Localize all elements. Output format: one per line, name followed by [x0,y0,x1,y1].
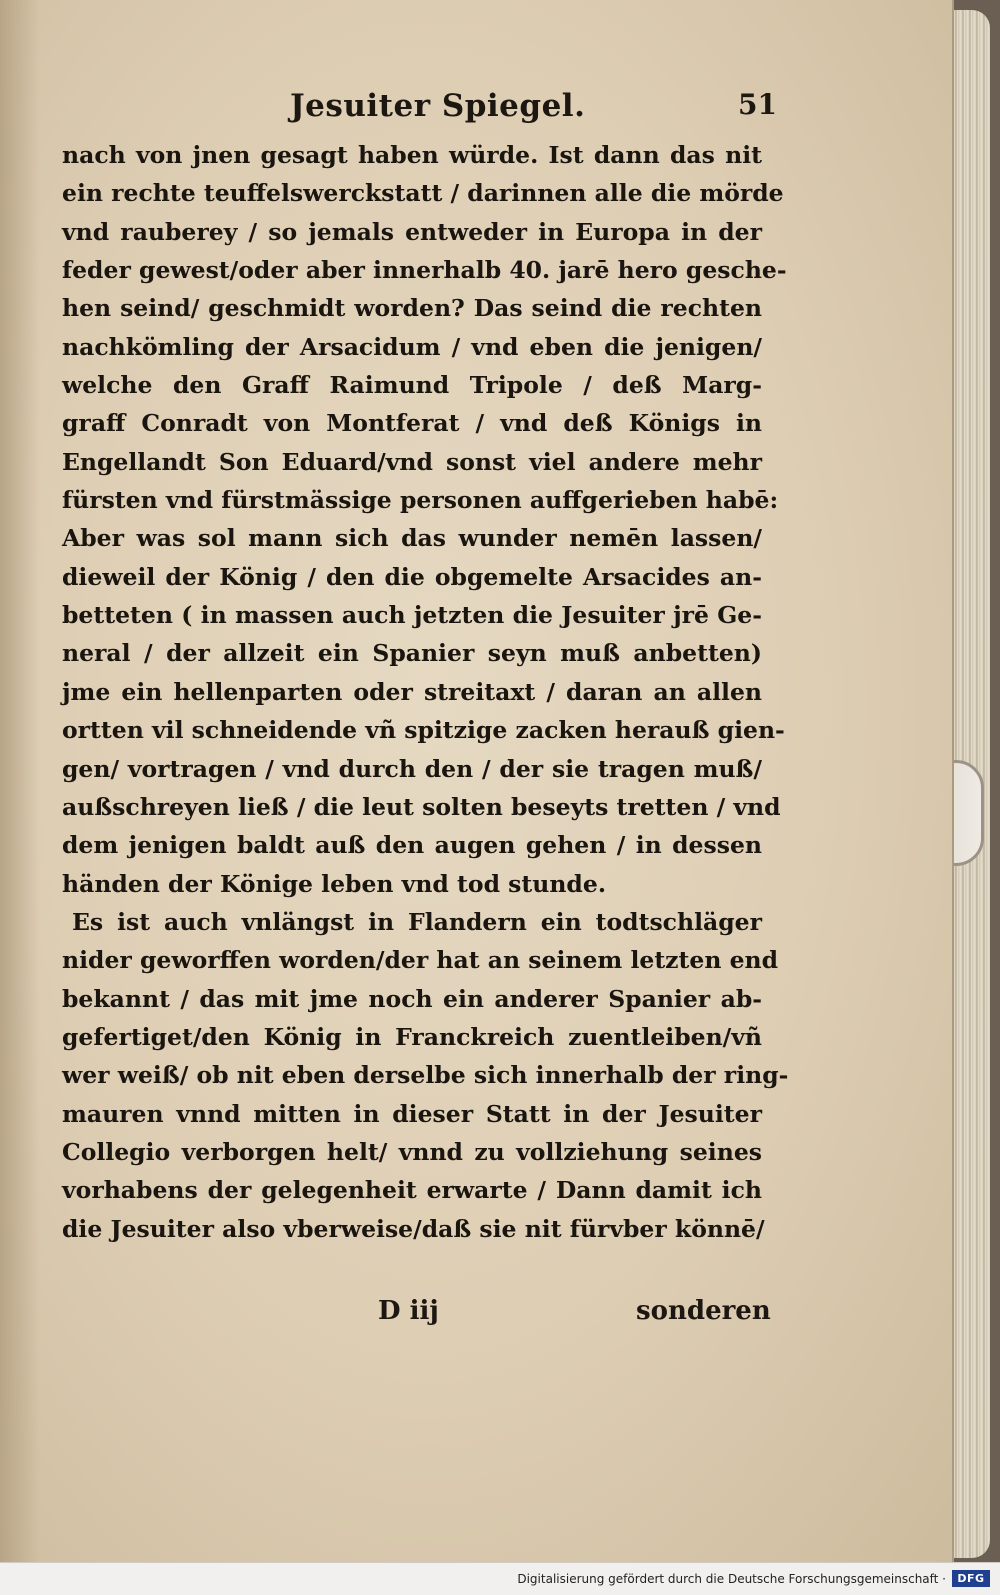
text-line: gefertiget/den König in Franckreich zuentleiben/vñ [62,1022,762,1051]
text-line: nachkömling der Arsacidum / vnd eben die jenigen/ [62,332,762,361]
text-line: Collegio verborgen helt/ vnnd zu vollziehung seines [62,1137,762,1166]
signature-mark: D iij [378,1296,439,1326]
running-title: Jesuiter Spiegel. [290,88,586,124]
funding-credit: Digitalisierung gefördert durch die Deutsche Forschungsgemeinschaft · [517,1572,946,1586]
page-footer [0,1296,952,1340]
text-line: die Jesuiter also vberweise/daß sie nit fürvber könnē/ [62,1214,765,1243]
text-line: betteten ( in massen auch jetzten die Jesuiter jrē Ge- [62,601,762,630]
body-text [62,136,789,1248]
text-line: vnd rauberey / so jemals entweder in Europa in der [62,217,762,246]
text-line: Engellandt Son Eduard/vnd sonst viel andere mehr [62,447,762,476]
text-line: feder gewest/oder aber innerhalb 40. jarē hero gesche- [62,256,787,285]
text-line: nach von jnen gesagt haben würde. Ist dann das nit [62,141,762,169]
text-line: vorhabens der gelegenheit erwarte / Dann damit ich [62,1176,762,1205]
text-line: graff Conradt von Montferat / vnd deß Königs in [62,409,762,438]
page-number: 51 [738,88,777,121]
text-line: Es ist auch vnlängst in Flandern ein todtschläger [72,907,762,936]
digitization-credit-bar [0,1562,1000,1595]
page-header [0,88,952,138]
text-line: gen/ vortragen / vnd durch den / der sie tragen muß/ [62,754,762,783]
text-line: Aber was sol mann sich das wunder nemēn lassen/ [62,524,762,553]
text-line: außschreyen ließ / die leut solten beseyts tretten / vnd [62,792,781,821]
dfg-logo: DFG [952,1570,990,1587]
text-line: mauren vnnd mitten in dieser Statt in der Jesuiter [62,1099,762,1128]
text-line: ortten vil schneidende vñ spitzige zacken herauß gien- [62,716,785,745]
catchword: sonderen [636,1296,771,1326]
text-line: händen der Könige leben vnd tod stunde. [62,869,606,898]
text-line: bekannt / das mit jme noch ein anderer Spanier ab- [62,984,762,1013]
text-line: welche den Graff Raimund Tripole / deß Marg- [62,371,762,400]
text-line: hen seind/ geschmidt worden? Das seind die rechten [62,294,762,323]
text-line: jme ein hellenparten oder streitaxt / daran an allen [62,677,762,706]
text-line: dem jenigen baldt auß den augen gehen / in dessen [62,831,762,860]
text-line: ein rechte teuffelswerckstatt / darinnen alle die mörde [62,179,784,208]
text-line: nider geworffen worden/der hat an seinem letzten end [62,946,779,975]
text-line: fürsten vnd fürstmässige personen auffgerieben habē: [62,486,779,515]
text-line: wer weiß/ ob nit eben derselbe sich innerhalb der ring- [62,1061,789,1090]
text-line: neral / der allzeit ein Spanier seyn muß anbetten) [62,639,762,668]
text-line: dieweil der König / den die obgemelte Arsacides an- [62,562,762,591]
